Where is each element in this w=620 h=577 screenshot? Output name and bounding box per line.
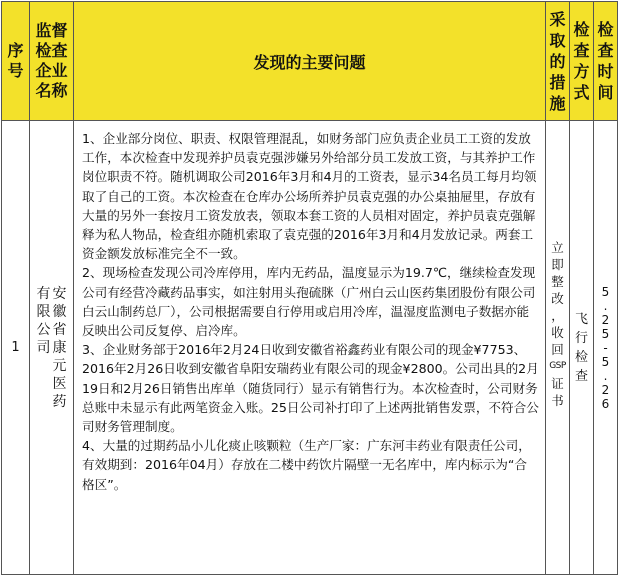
vertical-glyph: 2: [601, 312, 610, 327]
vertical-glyph: 限: [36, 303, 51, 320]
vertical-glyph: 取: [549, 30, 566, 50]
vertical-glyph: 医: [52, 375, 67, 392]
vertical-glyph: 即: [551, 257, 564, 272]
vertical-glyph: 监督: [35, 21, 68, 40]
header-company: [30, 1, 74, 121]
header-method: [570, 1, 594, 121]
header-issues: [74, 1, 546, 121]
vertical-glyph: 间: [597, 83, 614, 102]
vertical-glyph: 5: [601, 326, 610, 341]
vertical-glyph: GSP: [549, 361, 566, 371]
row-seq: [1, 121, 30, 575]
vertical-glyph: 式: [573, 83, 590, 102]
vertical-glyph: 查: [597, 41, 614, 60]
vertical-glyph: 查: [574, 368, 588, 384]
header-measures: [546, 1, 570, 121]
header-measures-text: [549, 9, 565, 114]
vertical-glyph: 药: [52, 393, 67, 410]
row-measures: [546, 121, 570, 575]
vertical-glyph: 检: [573, 20, 590, 39]
row-method: [570, 121, 594, 575]
vertical-glyph: 6: [601, 396, 610, 411]
issue-item: 1、企业部分岗位、职责、权限管理混乱，如财务部门应负责企业员工工资的发放工作，本次检查中发现养护员袁克强涉嫌另外给部分员工发放工资，与其养护工作岗位职责不符。随机调取公司2016年3月和4月的工资表，显示34名员工每月均领取了自己的工资。本次检查在仓库办公场所养护员袁克强的办公桌抽屉里，存放有大量的另外一套按月工资发放表，领取本套工资的人员相对固定，养护员袁克强解释为私人物品，检查组亦随机索取了袁克强的2016年3月和4月发放记录。两套工资金额发放标准完全不一致。: [82, 131, 537, 262]
vertical-glyph: 时: [597, 62, 614, 81]
issue-item: 3、企业财务部于2016年2月24日收到安徽省裕鑫药业有限公司的现金¥7753、2016年2月26日收到安徽省阜阳安瑞药业有限公司的现金¥2800。公司出具的2月19日和2月26日销售出库单（随货同行）显示有销售行为。本次检查时，公司财务总账中未显示有此两笔资金入账。25日公司补打印了上述两批销售发票，不符合公司财务管理制度。: [82, 342, 539, 435]
vertical-glyph: 2: [601, 382, 610, 397]
vertical-column: [53, 285, 67, 411]
vertical-glyph: 号: [7, 61, 24, 80]
vertical-glyph: 措: [549, 72, 566, 92]
vertical-glyph: .: [603, 368, 608, 383]
vertical-column: [37, 285, 51, 411]
vertical-glyph: 徽: [52, 303, 67, 320]
issue-item: 2、现场检查发现公司冷库停用，库内无药品，温度显示为19.7℃，继续检查发现公司有经营冷藏药品事实，如注射用头孢硫脒（广州白云山医药集团股份有限公司白云山制药总厂），公司根据需要自行停用或启用冷库，温湿度监测电子数据亦能反映出公司反复停、启冷库。: [82, 265, 536, 339]
vertical-glyph: 改: [551, 291, 564, 306]
header-seq: [1, 1, 30, 121]
vertical-glyph: 飞: [574, 311, 588, 327]
vertical-glyph: ，: [551, 308, 564, 323]
vertical-glyph: 立: [551, 240, 564, 255]
row-time-text: [602, 285, 610, 411]
issue-item: 4、大量的过期药品小儿化痰止咳颗粒（生产厂家：广东河丰药业有限责任公司，有效期到：2016年04月）存放在二楼中药饮片隔壁一无名库中，库内标示为“合格区”。: [82, 438, 531, 492]
vertical-glyph: 书: [551, 393, 564, 408]
row-seq-text: 1: [11, 339, 20, 355]
row-measures-text: [546, 239, 569, 409]
row-issues: [74, 121, 546, 575]
inspection-table: [1, 1, 618, 575]
row-company-text: [37, 285, 67, 411]
header-method-text: [573, 19, 589, 103]
row-method-text: [575, 310, 588, 386]
vertical-glyph: 采: [549, 9, 566, 29]
vertical-glyph: 检: [574, 349, 588, 365]
vertical-glyph: 施: [549, 93, 566, 113]
vertical-glyph: 康: [52, 339, 67, 356]
vertical-glyph: 检查: [35, 41, 68, 60]
vertical-glyph: 证: [551, 376, 564, 391]
header-seq-text: [7, 41, 23, 81]
vertical-glyph: 有: [36, 285, 51, 302]
vertical-glyph: 5: [601, 284, 610, 299]
vertical-glyph: 5: [601, 354, 610, 369]
vertical-glyph: 公: [36, 321, 51, 338]
header-time-text: [597, 19, 613, 103]
vertical-glyph: 收: [551, 325, 564, 340]
row-company: [30, 121, 74, 575]
header-time: [594, 1, 618, 121]
vertical-glyph: 检: [597, 20, 614, 39]
vertical-glyph: 安: [52, 285, 67, 302]
vertical-glyph: .: [603, 298, 608, 313]
vertical-glyph: 行: [574, 330, 588, 346]
vertical-glyph: 序: [7, 41, 24, 60]
header-company-text: [35, 21, 67, 101]
vertical-glyph: 元: [52, 357, 67, 374]
vertical-glyph: 整: [551, 274, 564, 289]
header-issues-text: 发现的主要问题: [253, 52, 366, 72]
vertical-glyph: 方: [573, 62, 590, 81]
vertical-glyph: 省: [52, 321, 67, 338]
vertical-glyph: 回: [551, 342, 564, 357]
row-time: [594, 121, 618, 575]
vertical-glyph: 企业: [35, 61, 68, 80]
vertical-glyph: 司: [36, 339, 51, 356]
vertical-glyph: -: [603, 340, 608, 355]
vertical-glyph: 名称: [35, 81, 68, 100]
vertical-glyph: 的: [549, 51, 566, 71]
vertical-glyph: 查: [573, 41, 590, 60]
